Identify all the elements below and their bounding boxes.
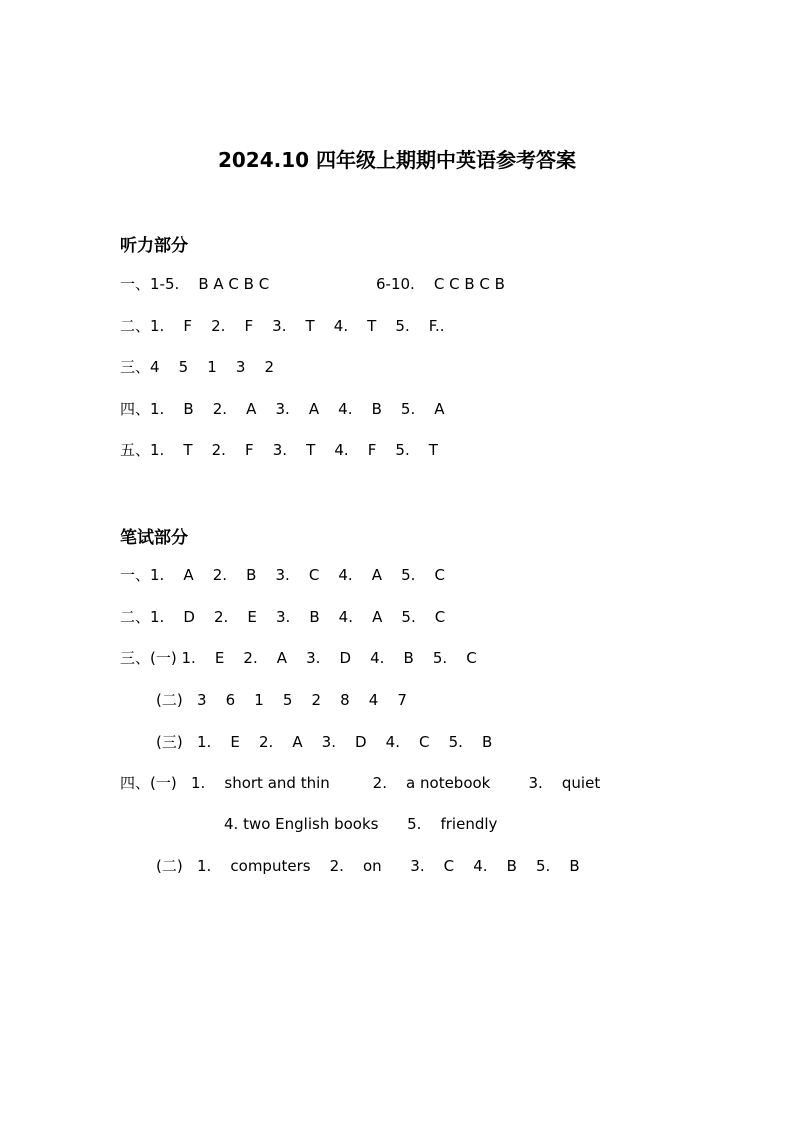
writing-line-4: 四、(一) 1. short and thin 2. a notebook 3. quiet [120, 774, 601, 792]
writing-line-1: 一、1. A 2. B 3. C 4. A 5. C [120, 566, 445, 584]
writing-line-2: 二、1. D 2. E 3. B 4. A 5. C [120, 608, 446, 626]
writing-line-3c: (三) 1. E 2. A 3. D 4. C 5. B [156, 733, 493, 751]
listening-line-2: 二、1. F 2. F 3. T 4. T 5. F.. [120, 317, 445, 335]
page-title: 2024.10 四年级上期期中英语参考答案 [217, 148, 577, 172]
section-heading-listening: 听力部分 [120, 236, 188, 256]
writing-line-4c: (二) 1. computers 2. on 3. C 4. B 5. B [156, 857, 580, 875]
writing-line-3b: (二) 3 6 1 5 2 8 4 7 [156, 691, 407, 709]
listening-line-4: 四、1. B 2. A 3. A 4. B 5. A [120, 400, 445, 418]
listening-line-5: 五、1. T 2. F 3. T 4. F 5. T [120, 441, 438, 459]
listening-line-1b: 6-10. C C B C B [376, 275, 505, 293]
writing-line-4b: 4. two English books 5. friendly [224, 815, 498, 833]
listening-line-1: 一、1-5. B A C B C [120, 275, 270, 293]
listening-line-3: 三、4 5 1 3 2 [120, 358, 275, 376]
writing-line-3: 三、(一) 1. E 2. A 3. D 4. B 5. C [120, 649, 477, 667]
section-heading-writing: 笔试部分 [120, 528, 188, 548]
